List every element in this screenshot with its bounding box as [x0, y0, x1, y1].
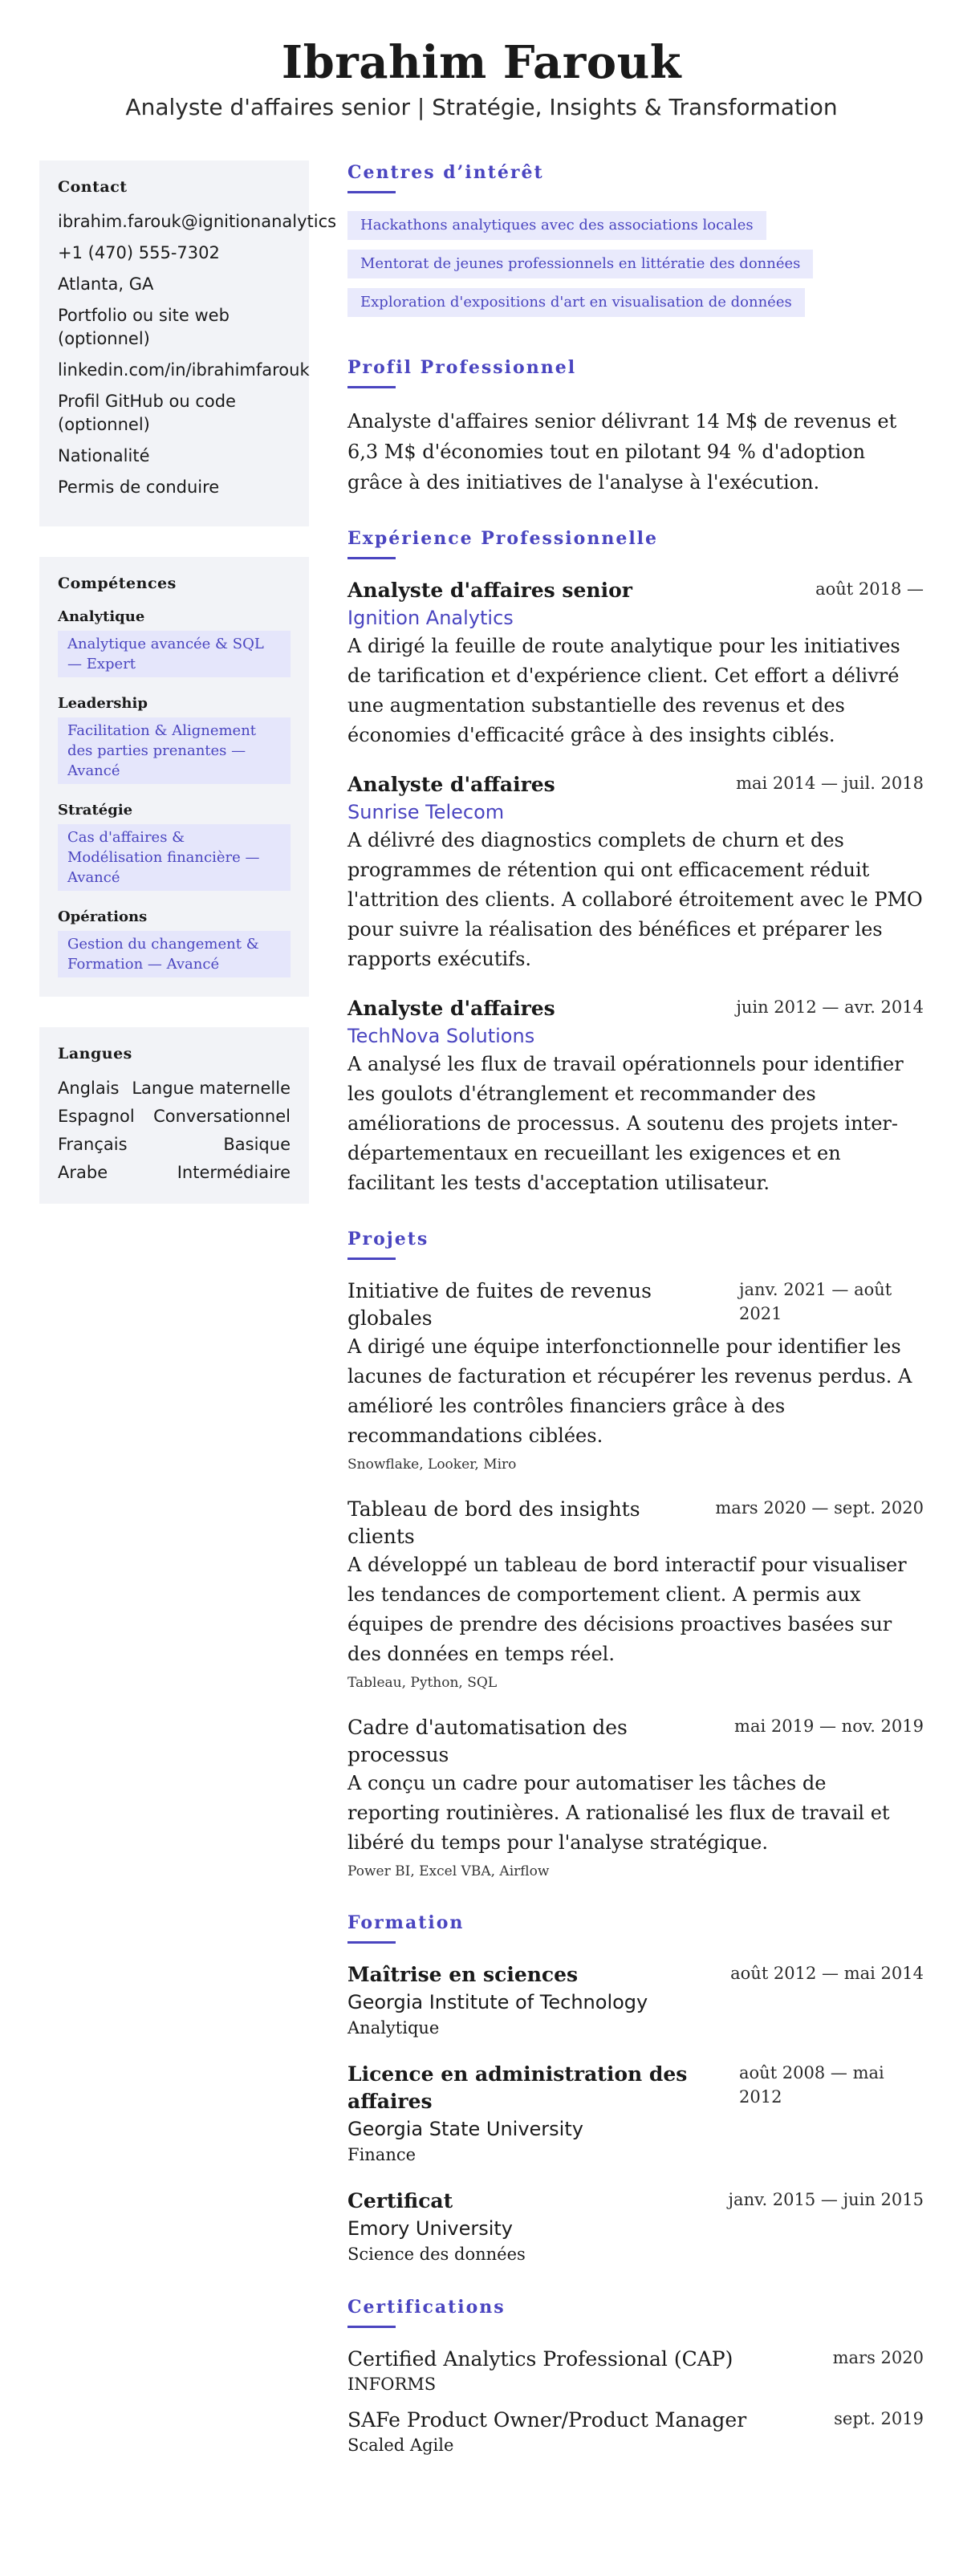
company-name: TechNova Solutions: [347, 1025, 535, 1047]
project-description: A dirigé une équipe interfonctionnelle pour identifier les lacunes de facturation et récupérer les revenus perdus. A amélioré les contrôles financiers grâce à des recommandations ciblées.: [347, 1335, 912, 1447]
sidebar: [39, 160, 337, 1234]
interest-list: [347, 211, 924, 327]
skill-group: [58, 607, 291, 677]
section-divider: [347, 1941, 396, 1944]
degree-name: Maîtrise en sciences: [347, 1963, 579, 1986]
school-name: Georgia Institute of Technology: [347, 1991, 648, 2013]
contact-portfolio[interactable]: Portfolio ou site web (optionnel): [58, 306, 230, 348]
certification-issuer: Scaled Agile: [347, 2436, 454, 2455]
entry-header: [347, 577, 924, 604]
job-description: A délivré des diagnostics complets de churn et des programmes de rétention qui ont efficacement réduit l'attrition des clients. A collaboré étroitement avec le PMO pour suivre la réalisation des bénéfices et préparer les rapports exécutifs.: [347, 829, 923, 970]
interests-title: Centres d’intérêt: [347, 162, 544, 183]
entry-header: [347, 2346, 924, 2373]
education-section: [347, 1911, 924, 2266]
interest-chip: Mentorat de jeunes professionnels en littératie des données: [347, 250, 813, 278]
language-level: Intermédiaire: [177, 1163, 291, 1182]
education-entry: [347, 2188, 924, 2266]
experience-title: Expérience Professionnelle: [347, 528, 659, 549]
skill-group-title: Opérations: [58, 908, 148, 925]
project-description: A développé un tableau de bord interactif pour visualiser les tendances de comportement client. A permis aux équipes de prendre des décisions proactives basées sur des données en temps réel.: [347, 1554, 907, 1665]
certification-date: sept. 2019: [834, 2409, 924, 2428]
company-name: Sunrise Telecom: [347, 801, 505, 823]
section-divider: [347, 557, 396, 559]
language-level: Basique: [223, 1135, 291, 1154]
language-row: [58, 1077, 291, 1100]
project-name: Tableau de bord des insights clients: [347, 1497, 640, 1548]
entry-header: [347, 2188, 924, 2215]
job-date: août 2018 —: [815, 579, 924, 599]
company-name: Ignition Analytics: [347, 607, 514, 629]
profile-title: Profil Professionnel: [347, 357, 577, 378]
language-name: Espagnol: [58, 1107, 135, 1126]
interest-chip: Exploration d'expositions d'art en visualisation de données: [347, 288, 805, 317]
certification-name: Certified Analytics Professional (CAP): [347, 2347, 733, 2371]
certification-issuer: INFORMS: [347, 2375, 437, 2394]
contact-github[interactable]: Profil GitHub ou code (optionnel): [58, 392, 236, 434]
project-name: Initiative de fuites de revenus globales: [347, 1279, 652, 1330]
education-title: Formation: [347, 1912, 465, 1933]
project-name: Cadre d'automatisation des processus: [347, 1716, 628, 1766]
candidate-name: Ibrahim Farouk: [281, 36, 682, 89]
project-entry: [347, 1496, 924, 1693]
study-field: Science des données: [347, 2245, 526, 2264]
language-row: [58, 1105, 291, 1128]
projects-title: Projets: [347, 1229, 429, 1249]
certifications-title: Certifications: [347, 2297, 506, 2318]
education-date: août 2008 — mai 2012: [739, 2063, 884, 2107]
project-entry: [347, 1278, 924, 1475]
contact-linkedin[interactable]: linkedin.com/in/ibrahimfarouk: [58, 360, 310, 380]
section-divider: [347, 191, 396, 193]
project-date: janv. 2021 — août 2021: [739, 1280, 892, 1323]
main-column: [347, 160, 924, 2485]
certification-entry: [347, 2346, 924, 2395]
skill-chip: Facilitation & Alignement des parties prenantes — Avancé: [58, 717, 291, 784]
skill-group: [58, 693, 291, 784]
interests-section: [347, 160, 924, 327]
contact-email[interactable]: ibrahim.farouk@ignitionanalytics: [58, 212, 337, 231]
profile-summary: Analyste d'affaires senior délivrant 14 M$ de revenus et 6,3 M$ d'économies tout en pilotant 94 % d'adoption grâce à des initiatives de l'analyse à l'exécution.: [347, 410, 897, 494]
project-tech: Snowflake, Looker, Miro: [347, 1457, 517, 1473]
job-description: A analysé les flux de travail opérationnels pour identifier les goulots d'étranglement et recommander des améliorations de processus. A soutenu des projets inter-départementaux en recueillant les exigences et en facilitant les tests d'acceptation utilisateur.: [347, 1053, 904, 1194]
skills-title: Compétences: [58, 575, 177, 592]
education-date: août 2012 — mai 2014: [730, 1964, 924, 1983]
entry-header: [347, 1496, 924, 1550]
job-description: A dirigé la feuille de route analytique pour les initiatives de tarification et d'expérience client. Cet effort a délivré une augmentation substantielle des revenus et des économies d'efficacité grâce à des insights ciblés.: [347, 635, 900, 746]
school-name: Georgia State University: [347, 2118, 583, 2140]
certification-date: mars 2020: [832, 2348, 924, 2367]
certifications-section: [347, 2295, 924, 2456]
study-field: Finance: [347, 2145, 416, 2164]
entry-header: [347, 2061, 924, 2115]
project-tech: Power BI, Excel VBA, Airflow: [347, 1863, 550, 1879]
job-date: mai 2014 — juil. 2018: [736, 774, 924, 793]
job-title: Analyste d'affaires senior: [347, 579, 632, 602]
candidate-tagline: Analyste d'affaires senior | Stratégie, Insights & Transformation: [125, 94, 838, 120]
language-name: Anglais: [58, 1079, 120, 1098]
certification-name: SAFe Product Owner/Product Manager: [347, 2408, 747, 2432]
experience-entry: [347, 771, 924, 974]
contact-nationality: Nationalité: [58, 446, 150, 465]
resume-header: [0, 0, 963, 122]
entry-header: [347, 771, 924, 798]
language-row: [58, 1133, 291, 1156]
contact-title: Contact: [58, 178, 128, 196]
contact-phone: +1 (470) 555-7302: [58, 243, 220, 262]
skill-chip: Analytique avancée & SQL — Expert: [58, 631, 291, 677]
language-row: [58, 1161, 291, 1184]
section-divider: [347, 2326, 396, 2328]
school-name: Emory University: [347, 2217, 513, 2240]
study-field: Analytique: [347, 2018, 440, 2038]
project-date: mars 2020 — sept. 2020: [715, 1498, 924, 1518]
skill-group: [58, 800, 291, 891]
project-date: mai 2019 — nov. 2019: [734, 1717, 924, 1736]
education-date: janv. 2015 — juin 2015: [728, 2190, 924, 2209]
skill-group-title: Analytique: [58, 608, 145, 625]
interest-chip: Hackathons analytiques avec des associations locales: [347, 211, 766, 240]
certification-entry: [347, 2407, 924, 2456]
contact-card: [39, 160, 337, 526]
experience-entry: [347, 995, 924, 1198]
languages-card: [39, 1027, 309, 1204]
skill-group-title: Stratégie: [58, 802, 133, 819]
language-level: Conversationnel: [153, 1107, 291, 1126]
degree-name: Certificat: [347, 2189, 453, 2212]
entry-header: [347, 995, 924, 1022]
job-date: juin 2012 — avr. 2014: [736, 997, 924, 1017]
language-name: Français: [58, 1135, 128, 1154]
language-level: Langue maternelle: [132, 1079, 291, 1098]
education-entry: [347, 1961, 924, 2040]
skill-chip: Gestion du changement & Formation — Avancé: [58, 931, 291, 977]
project-description: A conçu un cadre pour automatiser les tâches de reporting routinières. A rationalisé les flux de travail et libéré du temps pour l'analyse stratégique.: [347, 1772, 890, 1854]
section-divider: [347, 386, 396, 388]
section-divider: [347, 1258, 396, 1260]
contact-license: Permis de conduire: [58, 477, 220, 497]
degree-name: Licence en administration des affaires: [347, 2062, 688, 2113]
projects-section: [347, 1227, 924, 1882]
skill-group-title: Leadership: [58, 695, 148, 712]
experience-section: [347, 526, 924, 1198]
experience-entry: [347, 577, 924, 750]
education-entry: [347, 2061, 924, 2167]
project-entry: [347, 1714, 924, 1882]
job-title: Analyste d'affaires: [347, 773, 555, 796]
entry-header: [347, 1961, 924, 1989]
skill-group: [58, 907, 291, 977]
entry-header: [347, 1278, 924, 1332]
profile-section: [347, 356, 924, 498]
entry-header: [347, 2407, 924, 2434]
skills-card: [39, 557, 309, 997]
languages-title: Langues: [58, 1045, 132, 1062]
language-name: Arabe: [58, 1163, 108, 1182]
entry-header: [347, 1714, 924, 1769]
job-title: Analyste d'affaires: [347, 997, 555, 1020]
skill-chip: Cas d'affaires & Modélisation financière — Avancé: [58, 824, 291, 891]
contact-location: Atlanta, GA: [58, 274, 154, 294]
project-tech: Tableau, Python, SQL: [347, 1675, 498, 1691]
